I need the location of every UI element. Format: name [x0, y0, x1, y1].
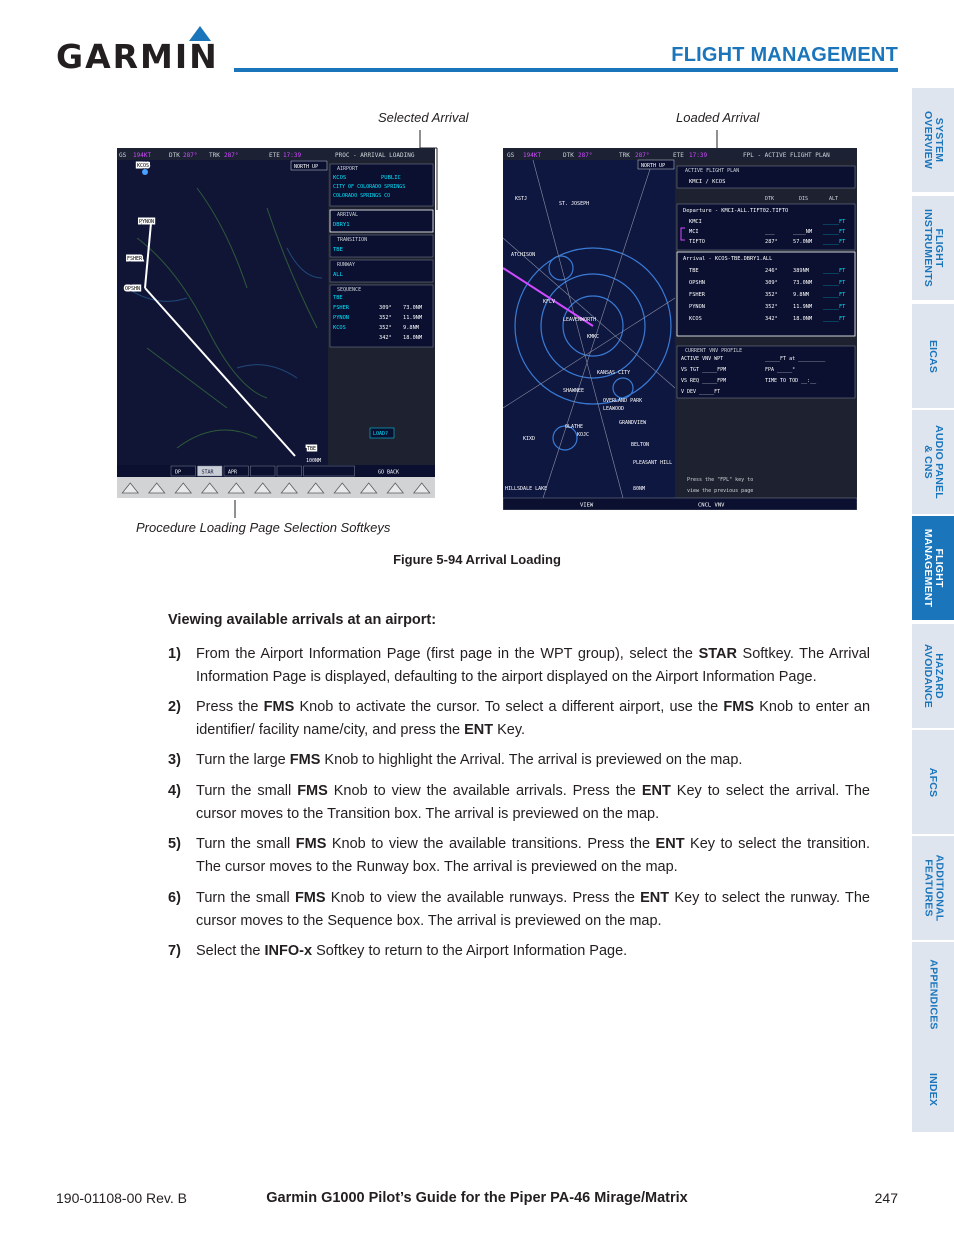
- step-text-run: Knob to view the available runways. Press the: [325, 890, 641, 906]
- step-text: [196, 643, 870, 688]
- chapter-tab-label: FLIGHT INSTRUMENTS: [922, 208, 946, 288]
- step-text: [196, 940, 870, 963]
- callout-selected-arrival: Selected Arrival: [378, 110, 469, 125]
- fpl-alt: _____FT: [823, 280, 846, 286]
- step-number: 3): [168, 752, 181, 768]
- key-name: ENT: [655, 836, 685, 852]
- step-text-run: Knob to view the available transitions. Press the: [326, 836, 656, 852]
- col-alt: ALT: [829, 196, 839, 202]
- map-label: SHAWNEE: [563, 388, 585, 394]
- fpl-dtk: 342°: [765, 316, 778, 322]
- left-display-proc-arrival: [117, 148, 435, 498]
- sequence-dtk: 342°: [379, 335, 392, 341]
- map-label: OVERLAND PARK: [603, 398, 643, 404]
- sequence-dis: 18.0NM: [403, 335, 423, 341]
- key-name: ENT: [464, 721, 494, 738]
- step-text: [196, 749, 870, 772]
- r-top-ete-label: ETE: [673, 152, 684, 159]
- fpl-wpt: OPSHN: [689, 280, 705, 286]
- fpl-dtk: ___: [765, 229, 775, 235]
- softkey-label: DP: [175, 469, 182, 476]
- procedure-step: [168, 749, 870, 772]
- top-trk-label: TRK: [209, 152, 220, 159]
- right-north-up: NORTH UP: [641, 163, 666, 169]
- step-text-run: Select the: [196, 943, 265, 959]
- fpl-alt: _____FT: [823, 229, 846, 235]
- step-text-run: Turn the large: [196, 752, 290, 768]
- procedure-step: [168, 643, 870, 688]
- procedure-step: [168, 780, 870, 825]
- footer-page-number: 247: [874, 1190, 898, 1206]
- chapter-tab-label: SYSTEM OVERVIEW: [922, 110, 946, 170]
- right-display-active-fpl: [503, 148, 857, 510]
- r-top-ete-value: 17:39: [689, 152, 708, 159]
- chapter-tab-label: AUDIO PANEL & CNS: [922, 425, 946, 499]
- key-name: FMS: [297, 783, 328, 799]
- fpl-dis: 57.0NM: [793, 239, 813, 245]
- chapter-tab-label: INDEX: [927, 1072, 940, 1106]
- vnv-row-b: TIME TO TOD __:__: [765, 378, 817, 384]
- top-dtk-value: 287°: [183, 152, 198, 159]
- r-top-gs-value: 194KT: [523, 152, 542, 159]
- fpl-alt: _____FT: [823, 292, 846, 298]
- logo-wordmark: GARMIN: [56, 37, 219, 76]
- r-top-trk-label: TRK: [619, 152, 630, 159]
- key-name: FMS: [289, 752, 321, 768]
- fpl-dtk: 246°: [765, 268, 778, 274]
- arrival-value: DBRY1: [333, 222, 350, 228]
- figure-caption: Figure 5-94 Arrival Loading: [393, 552, 561, 567]
- procedure-step: [168, 833, 870, 878]
- procedure-heading: Viewing available arrivals at an airport:: [168, 612, 437, 628]
- fpl-alt: _____FT: [823, 219, 846, 225]
- sequence-wpt: FSHER: [333, 305, 349, 311]
- load-button[interactable]: LOAD?: [373, 431, 389, 437]
- fpl-dis: 11.9NM: [793, 304, 813, 310]
- map-label: ST. JOSEPH: [559, 201, 590, 207]
- step-text-run: Turn the small: [196, 890, 295, 906]
- key-name: FMS: [295, 836, 327, 852]
- footer-doc-number: 190-01108-00 Rev. B: [56, 1190, 188, 1206]
- map-label: GRANDVIEW: [619, 420, 647, 426]
- left-north-up: NORTH UP: [294, 164, 319, 170]
- fpl-dis: 18.0NM: [793, 316, 813, 322]
- airport-id: KCOS: [333, 175, 347, 181]
- step-text-run: Softkey to return to the Airport Information Page.: [312, 943, 628, 959]
- step-text-run: Softkey. The Arrival Information Page is displayed, defaulting to the airport displayed on the Airport Information Page.: [196, 646, 871, 685]
- sequence-dtk: 352°: [379, 315, 392, 321]
- departure-header: Departure - KMCI-ALL.TIFT02.TIFTO: [683, 208, 789, 214]
- map-label: KFLV: [543, 299, 556, 305]
- step-text: [196, 696, 870, 741]
- softkey-label: GO BACK: [378, 469, 400, 476]
- hint-line-1: Press the "FPL" key to: [687, 477, 754, 483]
- sequence-wpt: TBE: [333, 295, 343, 301]
- key-name: FMS: [723, 699, 755, 715]
- step-number: 4): [168, 783, 181, 799]
- top-gs-value: 194KT: [133, 152, 152, 159]
- softkey-label: CNCL VNV: [698, 502, 725, 509]
- map-label: 80NM: [633, 486, 646, 492]
- chapter-tab-label: ADDITIONAL FEATURES: [922, 854, 945, 922]
- map-label: LEAVENWORTH: [563, 317, 597, 323]
- map-label: LEAWOOD: [603, 406, 625, 412]
- chapter-tab-label: AFCS: [927, 767, 940, 797]
- map-label-opshn: OPSHN: [125, 286, 141, 292]
- step-text-run: Key to select the runway. The cursor moves to the Sequence box. The arrival is previewed on the map.: [196, 890, 870, 929]
- step-number: 1): [168, 646, 181, 662]
- map-range: 100NM: [306, 458, 322, 464]
- map-label: ATCHISON: [511, 252, 536, 258]
- step-text-run: Key to select the transition. The cursor moves to the Runway box. The arrival is previewed on the map.: [196, 836, 871, 875]
- airport-label: AIRPORT: [337, 166, 359, 172]
- airport-city: CITY OF COLORADO SPRINGS: [333, 184, 406, 190]
- arrival-label: ARRIVAL: [337, 212, 359, 218]
- hint-line-2: view the previous page: [687, 488, 754, 494]
- fpl-dtk: 352°: [765, 292, 778, 298]
- map-label-kcos: KCOS: [137, 163, 150, 169]
- step-number: 6): [168, 890, 181, 906]
- callout-loaded-arrival: Loaded Arrival: [676, 110, 760, 125]
- sequence-dis: 9.8NM: [403, 325, 419, 331]
- top-ete-value: 17:39: [283, 152, 302, 159]
- top-page-title: PROC - ARRIVAL LOADING: [335, 152, 415, 159]
- chapter-tab[interactable]: [912, 942, 954, 1046]
- fpl-wpt: MCI: [689, 229, 699, 235]
- r-top-page-title: FPL - ACTIVE FLIGHT PLAN: [743, 152, 830, 159]
- key-name: FMS: [294, 890, 326, 906]
- fpl-wpt: PYNON: [689, 304, 705, 310]
- procedure-step: [168, 887, 870, 932]
- vnv-row-a: V DEV _____FT: [681, 389, 721, 395]
- footer-title: Garmin G1000 Pilot’s Guide for the Piper PA-46 Mirage/Matrix: [266, 1190, 688, 1206]
- step-text-run: Knob to view the available arrivals. Press the: [327, 783, 642, 799]
- step-text: [196, 887, 870, 932]
- sequence-dtk: 352°: [379, 325, 392, 331]
- step-text-run: Knob to enter an identifier/ facility name/city, and press the: [196, 699, 871, 738]
- top-trk-value: 287°: [224, 152, 239, 159]
- fpl-alt: _____FT: [823, 239, 846, 245]
- chapter-tab-label: FLIGHT MANAGEMENT: [922, 528, 946, 608]
- chapter-tab-label: EICAS: [927, 339, 940, 373]
- key-name: ENT: [641, 783, 671, 799]
- top-dtk-label: DTK: [169, 152, 180, 159]
- map-label: OLATHE: [565, 424, 584, 430]
- map-label: KSTJ: [515, 196, 528, 202]
- sequence-dtk: 309°: [379, 305, 392, 311]
- map-label: HILLSDALE LAKE: [505, 486, 548, 492]
- r-top-dtk-label: DTK: [563, 152, 574, 159]
- sequence-dis: 11.9NM: [403, 315, 423, 321]
- fpl-wpt: KCOS: [689, 316, 702, 322]
- fpl-dtk: 352°: [765, 304, 778, 310]
- step-number: 2): [168, 699, 181, 715]
- r-top-dtk-value: 287°: [578, 152, 593, 159]
- r-top-gs-label: GS: [507, 152, 515, 159]
- chapter-tab[interactable]: [912, 836, 954, 940]
- callout-softkeys: Procedure Loading Page Selection Softkeys: [136, 520, 391, 535]
- step-text-run: Key to select the arrival. The cursor moves to the Transition box. The arrival is previewed on the map.: [196, 783, 870, 822]
- airport-name: COLORADO SPRINGS CO: [333, 193, 391, 199]
- step-number: 7): [168, 943, 181, 959]
- transition-value: TBE: [333, 247, 343, 253]
- step-text-run: Key.: [493, 721, 526, 738]
- sequence-dis: 73.0NM: [403, 305, 423, 311]
- step-text-run: Turn the small: [196, 783, 298, 799]
- fpl-dis: ____NM: [793, 229, 813, 235]
- chapter-tab-label: HAZARD AVOIDANCE: [922, 643, 945, 709]
- map-label: KOJC: [577, 432, 590, 438]
- vnv-row-b: _____FT at _________: [765, 356, 826, 362]
- vnv-row-b: FPA _____°: [765, 367, 796, 373]
- fpl-dis: 9.8NM: [793, 292, 809, 298]
- fpl-dis: 389NM: [793, 268, 809, 274]
- step-text-run: Turn the small: [196, 836, 296, 852]
- fpl-dtk: 309°: [765, 280, 778, 286]
- chapter-tab[interactable]: [912, 730, 954, 834]
- fpl-alt: _____FT: [823, 268, 846, 274]
- arrival-header: Arrival - KCOS-TBE.DBRY1.ALL: [683, 256, 773, 262]
- step-text-run: Knob to highlight the Arrival. The arrival is previewed on the map.: [320, 752, 743, 768]
- map-label: BELTON: [631, 442, 650, 448]
- chapter-tab-label: APPENDICES: [927, 958, 940, 1030]
- chapter-tab[interactable]: [912, 1046, 954, 1132]
- step-text: [196, 833, 870, 878]
- vnv-row-a: VS REQ _____FPM: [681, 378, 727, 384]
- sequence-label: SEQUENCE: [337, 287, 362, 293]
- col-dtk: DTK: [765, 196, 775, 202]
- map-label-fsher: FSHER: [127, 256, 143, 262]
- fpl-route: KMCI / KCOS: [689, 179, 726, 185]
- fpl-wpt: TBE: [689, 268, 699, 274]
- step-number: 5): [168, 836, 181, 852]
- fpl-dtk: 287°: [765, 239, 778, 245]
- softkey-label: VIEW: [580, 502, 594, 509]
- step-text-run: Press the: [196, 699, 264, 715]
- fpl-dis: 73.0NM: [793, 280, 813, 286]
- fpl-alt: _____FT: [823, 304, 846, 310]
- r-top-trk-value: 287°: [635, 152, 650, 159]
- map-label: PLEASANT HILL: [633, 460, 673, 466]
- step-text: [196, 780, 870, 825]
- vnv-row-a: VS TGT _____FPM: [681, 367, 727, 373]
- fpl-label: ACTIVE FLIGHT PLAN: [685, 168, 740, 174]
- sequence-wpt: PYNON: [333, 315, 349, 321]
- map-label: KANSAS CITY: [597, 370, 631, 376]
- chapter-tab[interactable]: [912, 624, 954, 728]
- softkey-label: APR: [228, 469, 238, 476]
- fpl-wpt: KMCI: [689, 219, 702, 225]
- vnv-label: CURRENT VNV PROFILE: [685, 348, 743, 354]
- runway-value: ALL: [333, 272, 343, 278]
- softkey-label-box: [277, 466, 302, 476]
- softkey-label-box: [304, 466, 355, 476]
- map-label-pynon: PYNON: [139, 219, 155, 225]
- map-label: KIXD: [523, 436, 536, 442]
- softkey-label: STAR: [201, 469, 214, 476]
- key-name: STAR: [698, 646, 737, 662]
- fpl-wpt: TIFTO: [689, 239, 705, 245]
- runway-label: RUNWAY: [337, 262, 356, 268]
- fpl-wpt: FSHER: [689, 292, 705, 298]
- procedure-step: [168, 696, 870, 741]
- key-name: INFO-x: [264, 943, 313, 959]
- vnv-row-a: ACTIVE VNV WPT: [681, 356, 724, 362]
- transition-label: TRANSITION: [337, 237, 368, 243]
- airport-type: PUBLIC: [381, 175, 401, 181]
- top-ete-label: ETE: [269, 152, 280, 159]
- sequence-wpt: KCOS: [333, 325, 346, 331]
- key-name: ENT: [640, 890, 670, 906]
- key-name: FMS: [263, 699, 295, 715]
- map-label-tbe: TBE: [307, 446, 317, 452]
- step-text-run: From the Airport Information Page (first page in the WPT group), select the: [196, 646, 699, 662]
- step-text-run: Knob to activate the cursor. To select a different airport, use the: [294, 699, 724, 715]
- map-label: KMKC: [587, 334, 600, 340]
- softkey-label-box: [251, 466, 276, 476]
- fpl-alt: _____FT: [823, 316, 846, 322]
- col-dis: DIS: [799, 196, 809, 202]
- section-title: FLIGHT MANAGEMENT: [671, 44, 898, 66]
- procedure-step: [168, 940, 870, 963]
- top-gs-label: GS: [119, 152, 127, 159]
